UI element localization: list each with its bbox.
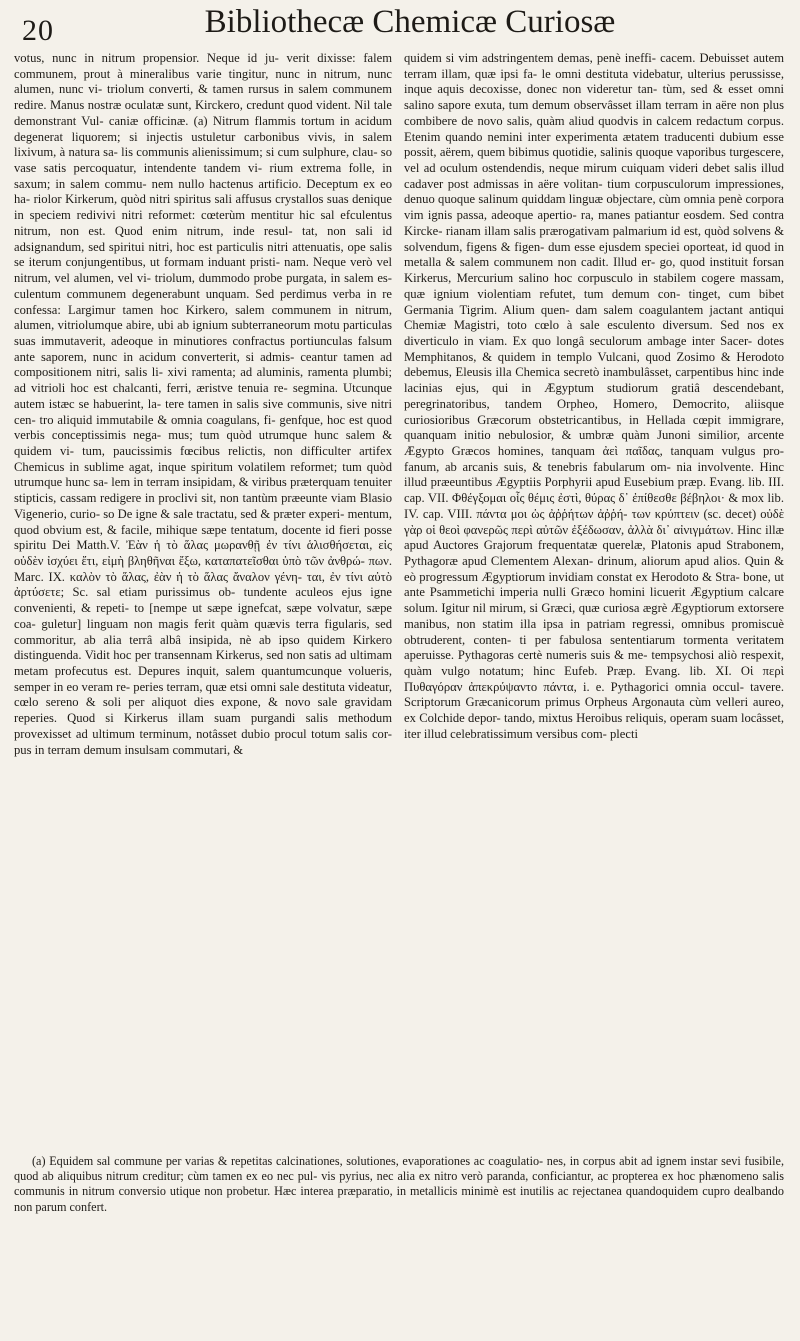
running-title: Bibliothecæ Chemicæ Curiosæ <box>204 4 616 40</box>
right-text-column <box>404 51 784 743</box>
right-column-text: quidem si vim adstringentem demas, penè ineffi- cacem. Debuisset autem terram illam, quæ ipsi fa- le omni destituta videbatur, ulterius perussisse, inque aquis decoxisse, donec non videretur tan- tùm, sed & esset omni salino sapore exuta, tum demum observâsset illam terram in aëre non plus combibere de novo salis, quàm aliud quodvis in calcem redactum corpus. Etenim quando nemini inter experimenta ætatem traducenti dubium esse possit, aërem, quem bibimus quotidie, salinis quoque vaporibus turgescere, vel ad oculum ostendendis, neque mirum cuiquam videri debet salis illud cadaver post admissas in aëre volitan- tium corpusculorum impressiones, denuo quoque salinum quiddam linguæ objectare, cùm omnia penè corpora vim ignis passa, adeoque apertio- ra, manes patiantur eosdem. Sed contra Kircke- rianam illam salis prærogativam palmarium id est, quòd solvens & solvendum, figens & figen- dum esse ejusdem speciei oporteat, id quod in metalla & salem communem non cadit. Illud er- go, quod instituit forsan Kirkerus, Mercurium salino hoc corpusculo in stabilem cogere massam, quæ ignium violentiam refutet, tum demum con- tinget, cum bibet Germania Tigrim. Alium quen- dam salem coagulantem jactant antiqui Chemiæ Magistri, toto cœlo à sale esculento diversum. Sed nos ex diverticulo in viam. Ex quo longâ seculorum ambage inter Sacer- dotes Memphitanos, & quidem in templo Vulcani, quod Zosimo & Herodoto debemus, Eleusis illa Chemica secretò inambulâsset, carpentibus hinc inde lacinias ejus, qui in Ægyptum studiorum gratiâ descendebant, peregrinatoribus, tandem Orpheo, Homero, Democrito, aliisque curiosioribus Græcorum obstetricantibus, in Hellada cœpit immigrare, quanquam initio nebulosior, & umbræ quàm Junoni similior, arcente Ægypto Græcos homines, tanquam ἀεὶ παῖδας, tanquam vulgus pro- fanum, ab arcanis suis, & tenebris fabularum om- nia involvente. Hinc illud præeuntibus Ægyptiis Porphyrii apud Eusebium præp. Evang. lib. III. cap. VII. Φθέγξομαι οἷς θέμις ἐστὶ, θύρας δ᾽ ἐπίθεσθε βέβηλοι· & mox lib. IV. cap. VIII. πάντα μοι ὡς ἀῤῥήτων ἀῤῥή- των κρύπτειν (sc. decet) οὐδὲ γὰρ οἱ θεοὶ φανερῶς περὶ αὐτῶν ἐξέδωσαν, ἀλλὰ δι᾽ αἰνιγμάτων. Hinc illæ apud Auctores Grajorum frequentatæ querelæ, Platonis apud Strabonem, Pythagoræ apud Clementem Alexan- drinum, aliorum apud alios. Quin & eò progressum Ægyptiorum invidiam constat ex Herodoto & Stra- bone, ut ante Psammetichi imperia nulli Græco homini licuerit Ægyptium calcare solum. Igitur nil mirum, si Græci, quæ curiosa ægrè Ægyptiorum extorsere manibus, non statim illa ipsa in patriam regressi, omnibus promiscuè obtruderent, conten- ti per fabulosa sententiarum tormenta veritatem aperuisse. Pythagoras certè numeris suis & me- tempsychosi aliò respexit, quàm vulgo notatum; hinc Eufeb. Præp. Evang. lib. XI. Οἱ περὶ Πυθαγόραν ἀπεκρύψαντο πάντα, i. e. Pythagorici omnia occul- tavere. Scriptorum Græcanicorum primus Orpheus Argonauta cùm velleri aureo, ex Colchide depor- tando, mixtus Heroibus reliquis, operam suam locâsset, iter illud celebratissimum versibus com- plecti <box>404 51 784 741</box>
left-text-column <box>14 51 392 758</box>
footnote-text: (a) Equidem sal commune per varias & repetitas calcinationes, solutiones, evaporationes ac coagulatio- nes, in corpus abit ad ignem instar sevi fusibile, quod ab aliquibus nitrum creditur; cùm tamen ex eo nec pul- vis pyrius, nec alia ex nitro verò paranda, conficiantur, ac propterea ex hoc phænomeno salis communis in nitrum conversio utique non probetur. Hæc interea præparatio, in metallicis minimè est inutilis ac rejectanea quandoquidem cupro dealbando non parum confert. <box>14 1154 784 1214</box>
page-number: 20 <box>22 14 54 47</box>
footnote <box>14 1154 784 1215</box>
page-header <box>0 0 800 50</box>
left-column-text: votus, nunc in nitrum propensior. Neque id ju- verit dixisse: falem communem, prout à mineralibus varie tingitur, nunc in nitrum, nunc alumen, nunc vi- triolum converti, & tamen rursus in salem communem redire. Manus nostræ oculatæ sunt, Kirckero, credunt quod vident. Nil tale demonstrant Vul- caniæ officinæ. (a) Nitrum flammis tortum in acidum degenerat liquorem; si injectis ustuletur carbonibus vivis, in salem lixivum, à natura sa- lis communis alienissimum; si cum sulphure, clau- so vase satis percoquatur, intendente tandem vi- rium extrema folle, in saxum; in salem commu- nem nullo hactenus artificio. Deceptum ex eo ha- riolor Kirkerum, quòd nitri spiritus sali affusus crystallos suas denique in speciem redivivi nitri reformet: cœterùm mentitur hic sal efculentus nitrum, non est. Quod enim nitrum, inde resul- tat, non sali id adsignandum, sed spiritui nitri, hoc est particulis nitri attenuatis, ope salis se iterum conjungentibus, ut formam induant pristi- nam. Neque verò vel nitrum, vel alumen, vel vi- triolum, dummodo probe purgata, in salem es- culentum communem degenerabunt unquam. Sed perdimus verba in re confessa: Largimur tamen hoc Kirkero, salem communem in nitrum, alumen, vitriolumque abire, ubi ab ignium subterraneorum motu particulas suas immutaverit, adeoque in minutiores confractus portiunculas falsum ante saporem, nunc in acidum converterit, si admis- ceantur tamen ad compositionem nitri, salis li- xivi ramenta; ad aluminis, ramenta plumbi; ad vitrioli hoc est chalcanti, ferri, æristve tenuia re- segmina. Utcunque autem istæc se habuerint, la- tere tamen in salis sive communis, sive nitri cen- tro aliquid immutabile & omnia coagulans, fi- genfque, hoc est quod verbis conceptissimis nega- mus; tum quòd utrumque hunc salem & quidem vi- tum, paucissimis fœcibus relictis, non difficulter artifex Chemicus in sublime agat, inque spiritum volatilem reformet; tum quòd utrumque hunc sa- lem in terram insipidam, & viribus præterquam tenuiter stipticis, cassam redigere in proclivi sit, non tantùm præeunte viam Blasio Vigenerio, curio- so De igne & sale tractatu, sed & præter experi- mentum, quod obvium est, & facile, mihique sæpe tentatum, docente id fieri posse spiritu Dei Matth.V. Ἐὰν ἡ τὸ ἅλας μωρανθῇ ἐν τίνι ἁλισθήσεται, εἰς οὐδὲν ἰσχύει ἔτι, εἰμὴ βληθῆναι ἔξω, καταπατεῖσθαι ὑπὸ τῶν ἀνθρώ- πων. Marc. IX. καλὸν τὸ ἅλας, ἐὰν ἡ τὸ ἅλας ἄναλον γένη- ται, ἐν τίνι αὐτὸ ἀρτύσετε; Sc. sal etiam purissimus ob- tundente aculeos ejus igne convenienti, & repeti- to [nempe ut sæpe ignefcat, sæpe volvatur, sæpe coa- guletur] linguam non magis ferit quàm quævis terra figularis, sed commoritur, ab alia terrâ albâ insipida, nè ab ipso quidem Kirkero distinguenda. Vidit hoc per transennam Kirkerus, sed non satis ad ultimam metam profecutus est. Depures inquit, salem quantumcunque volueris, semper in eo veram re- peries terram, quæ etsi omni sale destituta videatur, cœlo sereno & soli per aliquot dies expone, & novo sale gravidam reperies. Quod si Kirkerus illam suam purgandi salis methodum provexisset ad ultimum terminum, notâsset dubio procul totum salis cor- pus in terram demum insulsam commutari, & <box>14 51 392 757</box>
